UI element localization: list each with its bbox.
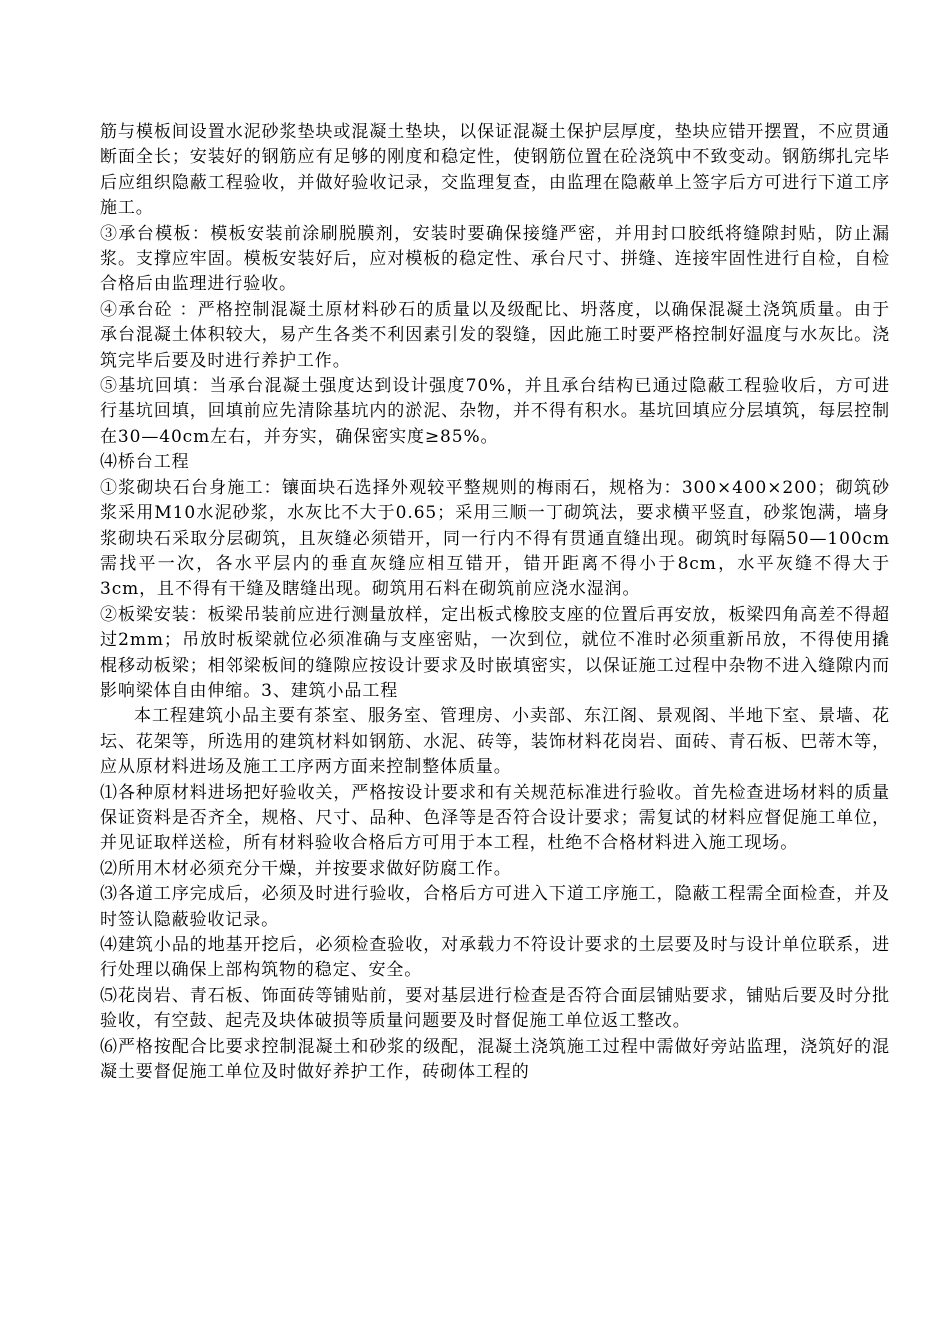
paragraph-rebar-spacers: 筋与模板间设置水泥砂浆垫块或混凝土垫块，以保证混凝土保护层厚度，垫块应错开摆置，不应贯通断面全长；安装好的钢筋应有足够的刚度和稳定性，使钢筋位置在砼浇筑中不致变动。钢筋绑扎完毕后应组织隐蔽工程验收，并做好验收记录，交监理复查，由监理在隐蔽单上签字后方可进行下道工序施工。: [100, 122, 890, 219]
paragraph-timber-drying: ⑵所用木材必须充分干燥，并按要求做好防腐工作。: [100, 858, 512, 879]
document-page: [100, 120, 890, 1085]
paragraph-tiling-check: ⑸花岗岩、青石板、饰面砖等铺贴前，要对基层进行检查是否符合面层铺贴要求，铺贴后要及时分批验收，有空鼓、起壳及块体破损等质量问题要及时督促施工单位返工整改。: [100, 985, 890, 1032]
paragraph-architecture-intro: 本工程建筑小品主要有茶室、服务室、管理房、小卖部、东江阁、景观阁、半地下室、景墙、花坛、花架等，所选用的建筑材料如钢筋、水泥、砖等，装饰材料花岗岩、面砖、青石板、巴蒂木等，应从原材料进场及施工工序两方面来控制整体质量。: [100, 706, 890, 778]
paragraph-slab-beam-install: ②板梁安装：板梁吊装前应进行测量放样，定出板式橡胶支座的位置后再安放，板梁四角高差不得超过2mm；吊放时板梁就位必须准确与支座密贴，一次到位，就位不准时必须重新吊放，不得使用撬棍移动板梁；相邻梁板间的缝隙应按设计要求及时嵌填密实，以保证施工过程中杂物不进入缝隙内而影响梁体自由伸缩。3、建筑小品工程: [100, 604, 890, 701]
paragraph-foundation-check: ⑷建筑小品的地基开挖后，必须检查验收，对承载力不符设计要求的土层要及时与设计单位联系，进行处理以确保上部构筑物的稳定、安全。: [100, 935, 890, 981]
paragraph-material-inspection: ⑴各种原材料进场把好验收关，严格按设计要求和有关规范标准进行验收。首先检查进场材料的质量保证资料是否齐全，规格、尺寸、品种、色泽等是否符合设计要求；需复试的材料应督促施工单位，并见证取样送检，所有材料验收合格后方可用于本工程，杜绝不合格材料进入施工现场。: [100, 782, 890, 854]
paragraph-pile-cap-formwork: ③承台模板：模板安装前涂刷脱膜剂，安装时要确保接缝严密，并用封口胶纸将缝隙封贴，防止漏浆。支撑应牢固。模板安装好后，应对模板的稳定性、承台尺寸、拼缝、连接牢固性进行自检，自检合格后由监理进行验收。: [100, 223, 890, 295]
paragraph-mix-ratio: ⑹严格按配合比要求控制混凝土和砂浆的级配，混凝土浇筑施工过程中需做好旁站监理，浇筑好的混凝土要督促施工单位及时做好养护工作，砖砌体工程的: [100, 1036, 890, 1083]
section-heading-abutment: ⑷桥台工程: [100, 452, 190, 473]
paragraph-pile-cap-concrete: ④承台砼 ：严格控制混凝土原材料砂石的质量以及级配比、坍落度，以确保混凝土浇筑质量。由于承台混凝土体积较大，易产生各类不利因素引发的裂缝，因此施工时要严格控制好温度与水灰比。浇筑完毕后要及时进行养护工作。: [100, 299, 890, 371]
paragraph-masonry-abutment: ①浆砌块石台身施工：镶面块石选择外观较平整规则的梅雨石，规格为：300×400×200；砌筑砂浆采用M10水泥砂浆，水灰比不大于0.65；采用三顺一丁砌筑法，要求横平竖直，砂浆饱满，墙身浆砌块石采取分层砌筑，且灰缝必须错开，同一行内不得有贯通直缝出现。砌筑时每隔50—100cm需找平一次，各水平层内的垂直灰缝应相互错开，错开距离不得小于8cm，水平灰缝不得大于3cm，且不得有干缝及瞎缝出现。砌筑用石料在砌筑前应浇水湿润。: [100, 477, 890, 600]
paragraph-process-acceptance: ⑶各道工序完成后，必须及时进行验收，合格后方可进入下道工序施工，隐蔽工程需全面检查，并及时签认隐蔽验收记录。: [100, 884, 890, 930]
paragraph-foundation-backfill: ⑤基坑回填：当承台混凝土强度达到设计强度70%，并且承台结构已通过隐蔽工程验收后，方可进行基坑回填，回填前应先清除基坑内的淤泥、杂物，并不得有积水。基坑回填应分层填筑，每层控制在30—40cm左右，并夯实，确保密实度≥85%。: [100, 376, 890, 447]
